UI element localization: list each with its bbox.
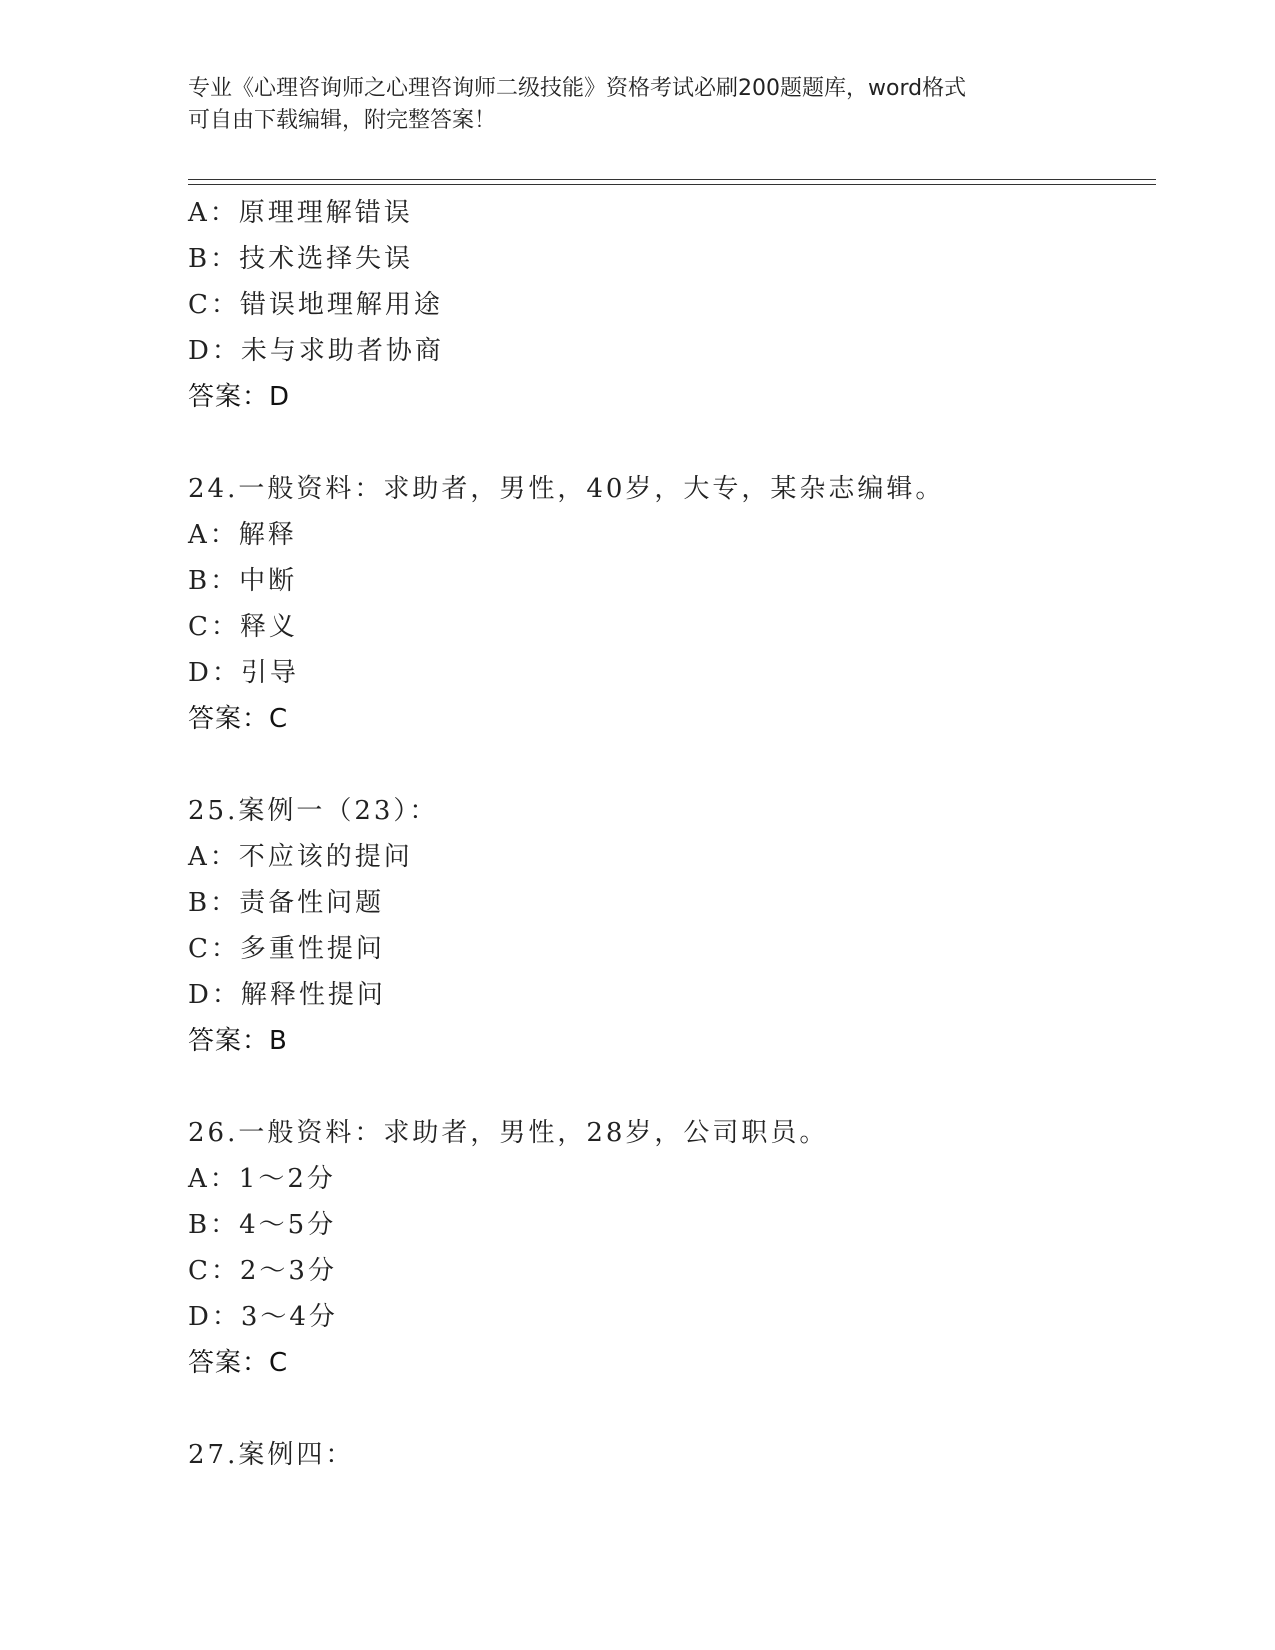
question-25-block — [188, 788, 1148, 1064]
question-27-block — [188, 1432, 1148, 1478]
option-b: B：4～5分 — [188, 1210, 337, 1240]
spacer — [188, 742, 1148, 788]
question-stem: 27.案例四： — [188, 1440, 355, 1470]
option-d: D：解释性提问 — [188, 980, 386, 1010]
question-stem: 25.案例一（23）： — [188, 796, 439, 826]
option-c: C：错误地理解用途 — [188, 290, 443, 320]
option-d: D：引导 — [188, 658, 299, 688]
option-b: B：中断 — [188, 566, 298, 596]
option-a: A：1～2分 — [188, 1164, 336, 1194]
option-d: D：3～4分 — [188, 1302, 338, 1332]
answer-line: 答案：D — [188, 382, 291, 412]
question-24-block — [188, 466, 1148, 742]
question-stem: 24.一般资料：求助者，男性，40岁，大专，某杂志编辑。 — [188, 474, 945, 504]
option-a: A：原理理解错误 — [188, 198, 413, 228]
answer-line: 答案：C — [188, 704, 289, 734]
question-stem: 26.一般资料：求助者，男性，28岁，公司职员。 — [188, 1118, 829, 1148]
spacer — [188, 1386, 1148, 1432]
option-c: C：2～3分 — [188, 1256, 337, 1286]
option-b: B：技术选择失误 — [188, 244, 414, 274]
option-b: B：责备性问题 — [188, 888, 385, 918]
option-d: D：未与求助者协商 — [188, 336, 444, 366]
header-title-line2: 可自由下载编辑，附完整答案！ — [188, 108, 497, 133]
answer-line: 答案：C — [188, 1348, 289, 1378]
question-23-block — [188, 190, 1148, 420]
option-c: C：多重性提问 — [188, 934, 385, 964]
option-a: A：不应该的提问 — [188, 842, 413, 872]
option-c: C：释义 — [188, 612, 298, 642]
answer-line: 答案：B — [188, 1026, 288, 1056]
question-list — [188, 190, 1148, 1478]
header-divider-bottom — [188, 184, 1156, 185]
option-a: A：解释 — [188, 520, 297, 550]
spacer — [188, 1064, 1148, 1110]
question-26-block — [188, 1110, 1148, 1386]
document-header — [188, 73, 1088, 137]
spacer — [188, 420, 1148, 466]
header-divider-top — [188, 179, 1156, 180]
header-title-line1: 专业《心理咨询师之心理咨询师二级技能》资格考试必刷200题题库，word格式 — [188, 76, 967, 101]
